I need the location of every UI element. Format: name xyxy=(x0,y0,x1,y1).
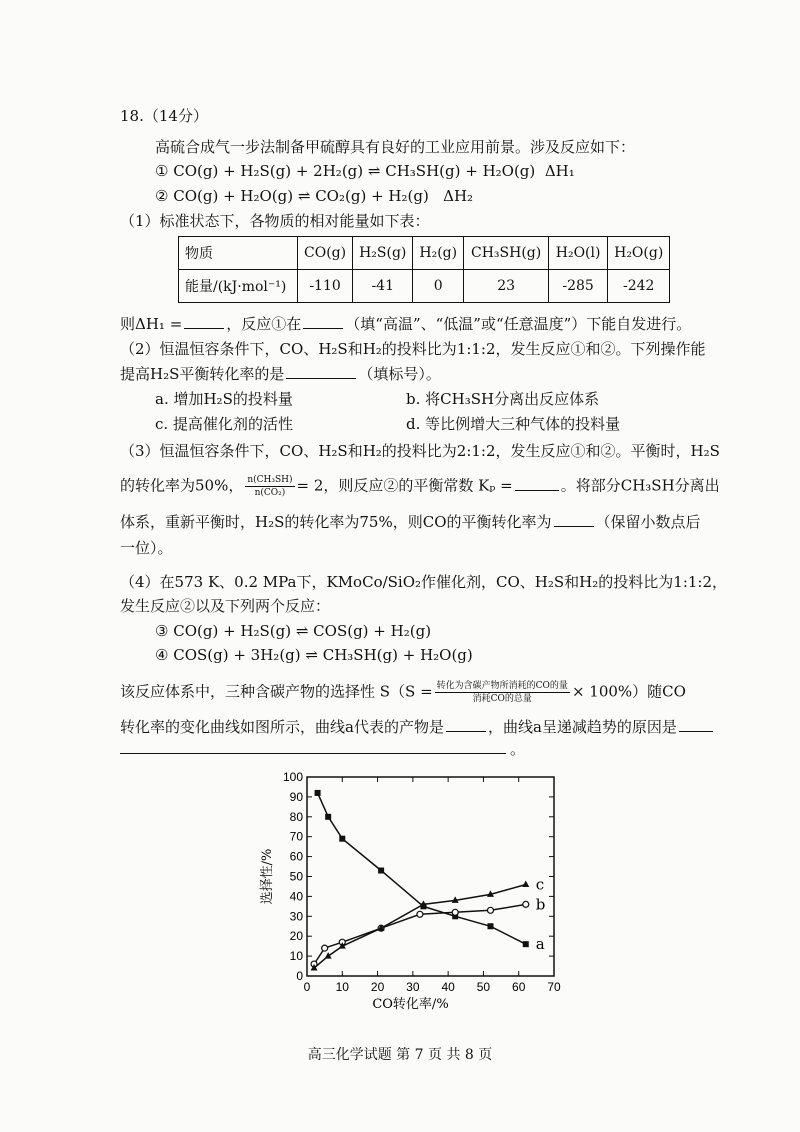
energy-table-header-row xyxy=(179,237,670,270)
table-cell: -110 xyxy=(298,270,353,303)
point-b xyxy=(487,907,493,913)
part4-line1: （4）在573 K、0.2 MPa下，KMoCo/SiO₂作催化剂，CO、H₂S和H₂的投料比为1:1:2， xyxy=(120,573,728,591)
answer-blank-dh1[interactable] xyxy=(184,314,224,329)
answer-blank-curve-a[interactable] xyxy=(446,717,486,732)
part2-line2 xyxy=(120,364,441,384)
part2-line2-a: 提高H₂S平衡转化率的是 xyxy=(120,365,285,383)
part3-line2-a: 的转化率为50%， xyxy=(120,476,244,495)
x-tick-label: 0 xyxy=(303,980,311,994)
fraction-numerator: n(CH₃SH) xyxy=(247,475,293,485)
answer-blank-part2[interactable] xyxy=(286,364,356,379)
table-header-cell: CH₃SH(g) xyxy=(464,237,549,270)
part1-question xyxy=(120,314,691,334)
table-header-cell: CO(g) xyxy=(298,237,353,270)
option-c: c. 提高催化剂的活性 xyxy=(155,415,293,433)
table-header-cell: H₂(g) xyxy=(413,237,464,270)
point-a xyxy=(325,814,331,820)
mole-ratio-fraction xyxy=(245,474,294,499)
y-axis-label: 选择性/% xyxy=(260,848,275,905)
fraction-denominator: n(CO₂) xyxy=(254,488,286,498)
part3-line3 xyxy=(120,512,701,532)
y-tick-label: 10 xyxy=(289,949,303,964)
y-tick-label: 20 xyxy=(289,929,303,944)
point-b xyxy=(322,945,328,951)
question-intro: 高硫合成气一步法制备甲硫醇具有良好的工业应用前景。涉及反应如下： xyxy=(155,138,636,156)
part4-line3 xyxy=(120,680,686,705)
part4-line3-b: × 100%）随CO xyxy=(571,682,686,701)
part4-line4-a: 转化率的变化曲线如图所示，曲线a代表的产物是 xyxy=(120,718,444,736)
question-number: 18. xyxy=(120,107,144,125)
series-line-a xyxy=(318,793,526,944)
table-header-cell: H₂S(g) xyxy=(353,237,413,270)
point-c xyxy=(325,952,332,959)
part3-line1: （3）恒温恒容条件下，CO、H₂S和H₂的投料比为2:1:2，发生反应①和②。平衡时，H₂S xyxy=(120,442,720,460)
series-line-c xyxy=(314,885,526,969)
page-footer: 高三化学试题 第 7 页 共 8 页 xyxy=(307,1047,493,1063)
part2-line2-b: （填标号）。 xyxy=(358,365,441,383)
part4-line2: 发生反应②以及下列两个反应： xyxy=(120,597,331,615)
y-tick-label: 90 xyxy=(289,789,303,804)
x-tick-label: 50 xyxy=(476,980,491,994)
point-a xyxy=(523,941,529,947)
y-tick-label: 0 xyxy=(296,969,303,983)
option-b: b. 将CH₃SH分离出反应体系 xyxy=(406,390,600,408)
energy-table-value-row xyxy=(179,270,670,303)
x-tick-label: 60 xyxy=(512,980,526,994)
reaction-3: ③ CO(g) + H₂S(g) ⇌ COS(g) + H₂(g) xyxy=(155,622,432,640)
answer-blank-temperature[interactable] xyxy=(303,314,343,329)
point-a xyxy=(339,836,345,842)
answer-blank-co-conversion[interactable] xyxy=(554,512,594,527)
table-header-cell: 物质 xyxy=(179,237,298,270)
y-tick-label: 80 xyxy=(289,809,303,824)
option-a: a. 增加H₂S的投料量 xyxy=(155,390,293,408)
point-a xyxy=(487,923,493,929)
x-tick-label: 40 xyxy=(441,980,455,994)
y-tick-label: 60 xyxy=(289,849,303,864)
part4-line5-end: 。 xyxy=(510,740,526,758)
point-c xyxy=(522,880,529,887)
reaction-2-equation: ② CO(g) + H₂O(g) ⇌ CO₂(g) + H₂(g) xyxy=(155,187,429,205)
reaction-1-equation: ① CO(g) + H₂S(g) + 2H₂(g) ⇌ CH₃SH(g) + H₂O(g) xyxy=(155,162,536,180)
fraction-denominator: 消耗CO的总量 xyxy=(472,694,532,704)
part1-text: （1）标准状态下，各物质的相对能量如下表： xyxy=(120,212,430,230)
selectivity-chart xyxy=(250,765,570,1015)
energy-table xyxy=(178,236,670,303)
part3-line4: 一位）。 xyxy=(120,539,173,557)
answer-blank-kp[interactable] xyxy=(515,476,559,491)
part3-line3-a: 体系，重新平衡时，H₂S的转化率为75%，则CO的平衡转化率为 xyxy=(120,513,552,531)
selectivity-fraction xyxy=(435,680,570,705)
x-tick-label: 70 xyxy=(547,980,561,994)
table-header-cell: H₂O(g) xyxy=(608,237,670,270)
series-label-b: b xyxy=(535,895,546,914)
table-cell: -242 xyxy=(608,270,670,303)
part3-line2-c: 。将部分CH₃SH分离出 xyxy=(560,476,720,495)
answer-blank-reason-continued[interactable] xyxy=(120,753,506,754)
x-tick-label: 30 xyxy=(406,980,420,994)
part1-q-b: ，反应①在 xyxy=(226,315,302,333)
y-tick-label: 50 xyxy=(289,869,303,884)
point-b xyxy=(452,909,458,915)
table-cell: -41 xyxy=(353,270,413,303)
point-a xyxy=(378,868,384,874)
part4-line3-a: 该反应体系中，三种含碳产物的选择性 S（S = xyxy=(120,682,433,701)
table-cell: -285 xyxy=(549,270,608,303)
reaction-4: ④ COS(g) + 3H₂(g) ⇌ CH₃SH(g) + H₂O(g) xyxy=(155,646,473,664)
y-tick-label: 100 xyxy=(282,770,303,784)
option-d: d. 等比例增大三种气体的投料量 xyxy=(406,415,621,433)
part4-line4-b: ，曲线a呈递减趋势的原因是 xyxy=(487,718,677,736)
y-tick-label: 70 xyxy=(289,829,303,844)
x-axis-label: CO转化率/% xyxy=(372,997,449,1012)
x-tick-label: 20 xyxy=(370,980,385,994)
part3-line3-b: （保留小数点后 xyxy=(595,513,701,531)
point-a xyxy=(315,790,321,796)
x-tick-label: 10 xyxy=(335,980,349,994)
part2-line1: （2）恒温恒容条件下，CO、H₂S和H₂的投料比为1:1:2，发生反应①和②。下列操作能 xyxy=(120,340,706,358)
part1-q-a: 则ΔH₁ = xyxy=(120,315,183,333)
point-b xyxy=(417,911,423,917)
question-score: （14分） xyxy=(143,107,208,125)
series-label-a: a xyxy=(535,935,545,954)
point-b xyxy=(523,901,529,907)
part1-q-c: （填“高温”、“低温”或“任意温度”）下能自发进行。 xyxy=(345,315,692,333)
part3-line2-b: = 2，则反应②的平衡常数 Kₚ = xyxy=(296,476,513,495)
answer-blank-reason[interactable] xyxy=(679,717,713,732)
question-header xyxy=(120,106,208,126)
reaction-2 xyxy=(155,186,473,206)
reaction-2-enthalpy: ΔH₂ xyxy=(443,187,474,205)
y-tick-label: 30 xyxy=(289,909,303,924)
table-header-cell: H₂O(l) xyxy=(549,237,608,270)
part4-line4 xyxy=(120,717,715,737)
table-cell: 0 xyxy=(413,270,464,303)
part3-line2 xyxy=(120,474,720,499)
table-cell: 能量/(kJ·mol⁻¹) xyxy=(179,270,298,303)
series-label-c: c xyxy=(535,875,545,894)
table-cell: 23 xyxy=(464,270,549,303)
fraction-numerator: 转化为含碳产物所消耗的CO的量 xyxy=(436,681,568,691)
reaction-1 xyxy=(155,161,575,181)
y-tick-label: 40 xyxy=(289,889,303,904)
reaction-1-enthalpy: ΔH₁ xyxy=(544,162,575,180)
